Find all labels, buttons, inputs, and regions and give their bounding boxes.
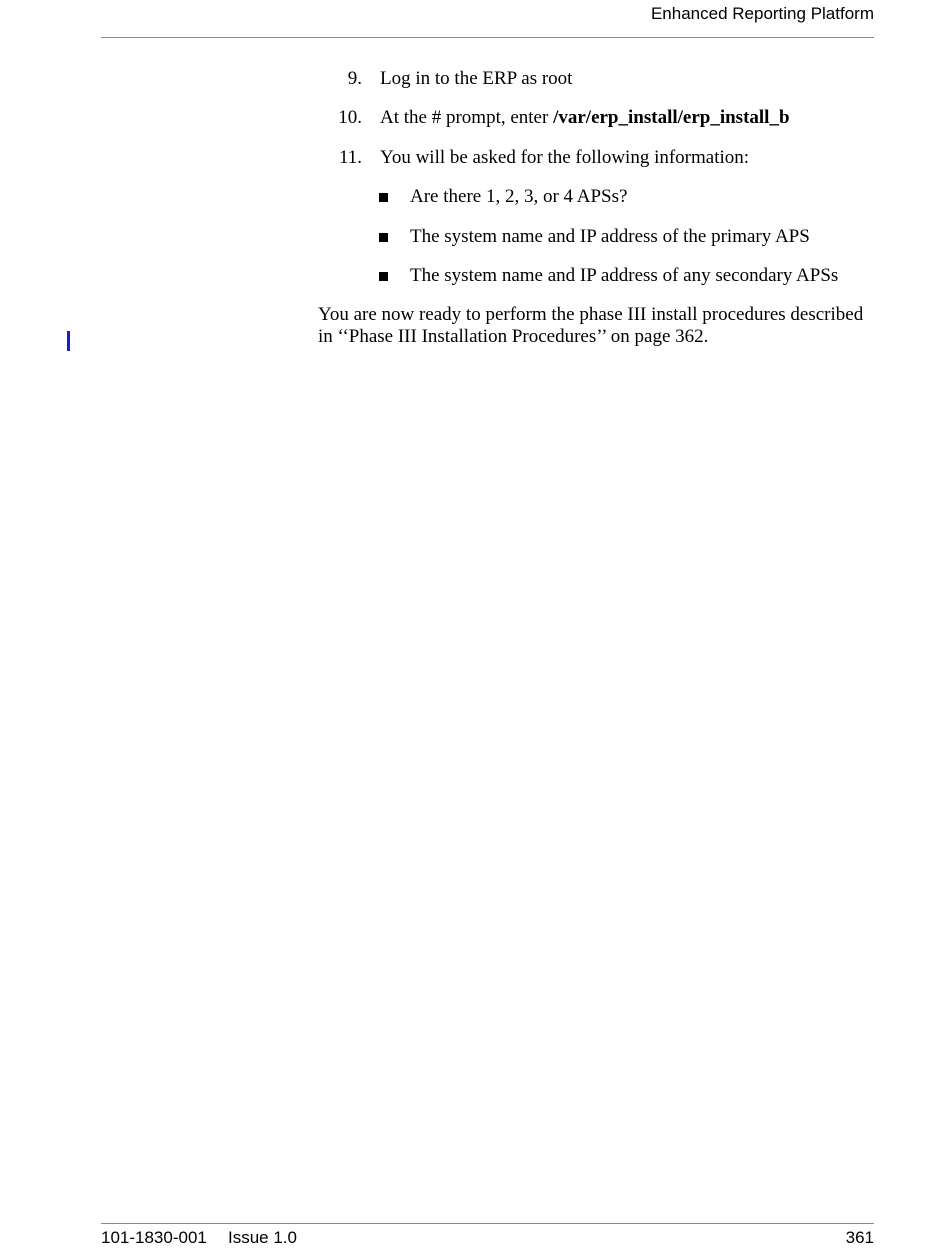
- square-bullet-icon: [379, 193, 388, 202]
- header-divider: [101, 37, 874, 38]
- install-command: /var/erp_install/erp_install_b: [553, 107, 790, 128]
- square-bullet-icon: [379, 272, 388, 281]
- header-title: Enhanced Reporting Platform: [650, 4, 874, 23]
- step-number: 11.: [338, 147, 362, 168]
- page-number: 361: [845, 1228, 874, 1247]
- step-text: You will be asked for the following information:: [380, 147, 750, 168]
- step-text: Log in to the ERP as root: [380, 68, 573, 89]
- change-bar: [67, 331, 70, 351]
- closing-paragraph: You are now ready to perform the phase III install procedures described in ‘‘Phase III Installation Procedures’’ on page 362.: [318, 304, 864, 347]
- issue-label: Issue 1.0: [228, 1228, 297, 1247]
- step-text: At the # prompt, enter: [380, 107, 554, 128]
- square-bullet-icon: [379, 233, 388, 242]
- step-number: 9.: [347, 68, 362, 89]
- document-number: 101-1830-001: [101, 1228, 207, 1247]
- bullet-text: The system name and IP address of any secondary APSs: [410, 265, 839, 286]
- bullet-text: The system name and IP address of the primary APS: [410, 226, 810, 247]
- footer-divider: [101, 1223, 874, 1224]
- step-text-with-command: [380, 107, 790, 129]
- bullet-text: Are there 1, 2, 3, or 4 APSs?: [410, 186, 628, 207]
- step-number: 10.: [338, 107, 362, 128]
